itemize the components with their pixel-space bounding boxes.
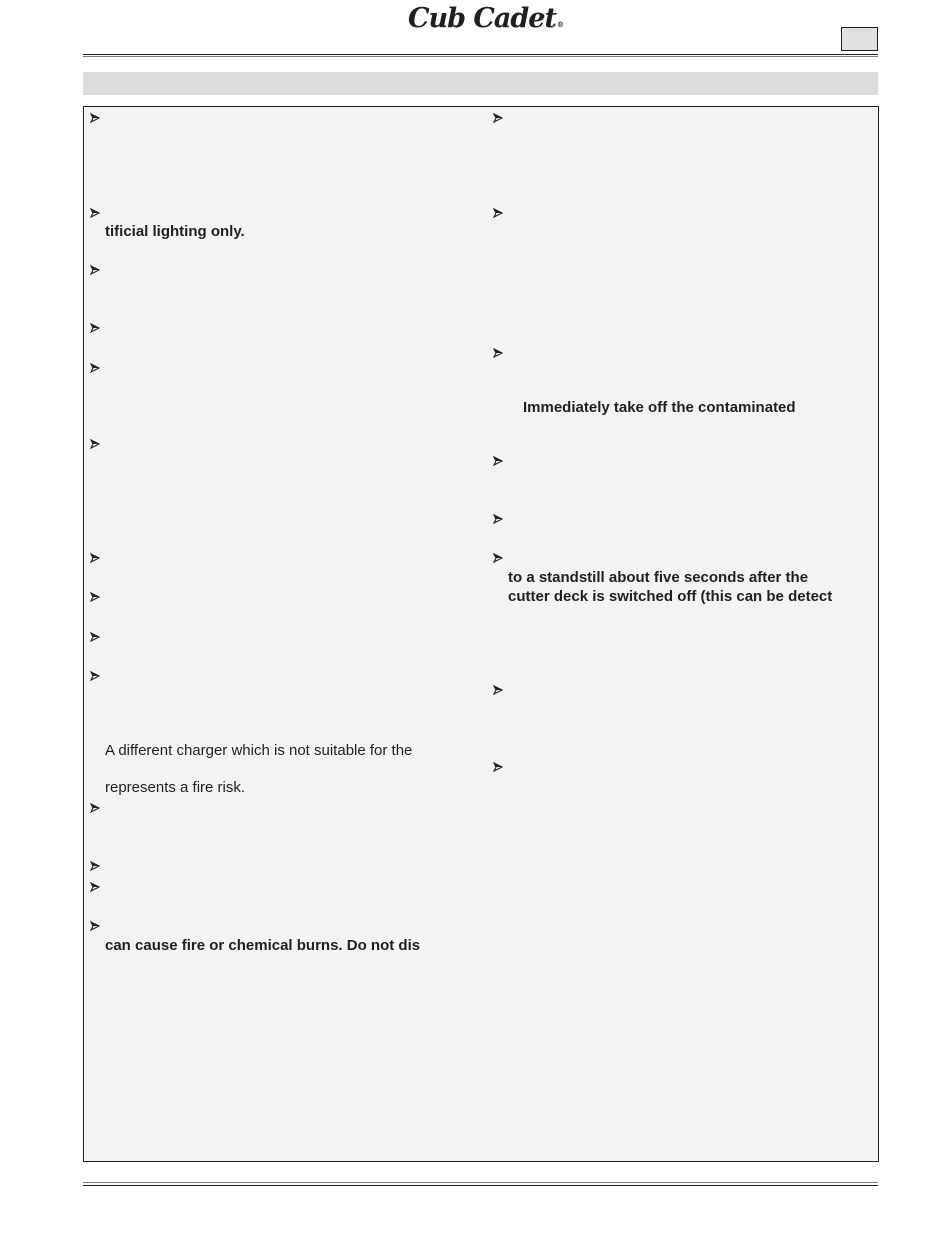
left-text-line: A different charger which is not suitable for the (105, 742, 413, 759)
footer-rule-secondary (83, 1185, 878, 1186)
arrowhead-bullet-icon (90, 861, 100, 871)
arrowhead-bullet-icon (90, 553, 100, 563)
arrowhead-bullet-icon (90, 323, 100, 333)
arrowhead-bullet-icon (90, 265, 100, 275)
arrowhead-bullet-icon (493, 208, 503, 218)
arrowhead-bullet-icon (493, 762, 503, 772)
arrowhead-bullet-icon (493, 553, 503, 563)
arrowhead-bullet-icon (493, 456, 503, 466)
cub-cadet-logo: Cub Cadet® (408, 3, 564, 34)
arrowhead-bullet-icon (90, 113, 100, 123)
section-title-bar (83, 72, 878, 95)
arrowhead-bullet-icon (90, 803, 100, 813)
right-text-line: cutter deck is switched off (this can be detect (508, 588, 833, 605)
arrowhead-bullet-icon (493, 685, 503, 695)
right-text-line: to a standstill about five seconds after the (508, 569, 809, 586)
left-text-line: represents a fire risk. (105, 779, 246, 796)
page-number-box (841, 27, 878, 51)
safety-instructions-panel (83, 106, 879, 1162)
header-rule (83, 54, 878, 55)
arrowhead-bullet-icon (493, 113, 503, 123)
arrowhead-bullet-icon (90, 671, 100, 681)
arrowhead-bullet-icon (90, 632, 100, 642)
arrowhead-bullet-icon (90, 208, 100, 218)
arrowhead-bullet-icon (493, 348, 503, 358)
arrowhead-bullet-icon (90, 363, 100, 373)
arrowhead-bullet-icon (90, 592, 100, 602)
arrowhead-bullet-icon (90, 882, 100, 892)
footer-rule (83, 1182, 878, 1183)
right-text-line: Immediately take off the contaminated (523, 399, 796, 416)
left-text-line: tificial lighting only. (105, 223, 245, 240)
header-rule-secondary (83, 56, 878, 57)
arrowhead-bullet-icon (90, 439, 100, 449)
left-text-line: can cause fire or chemical burns. Do not dis (105, 937, 421, 954)
arrowhead-bullet-icon (493, 514, 503, 524)
arrowhead-bullet-icon (90, 921, 100, 931)
